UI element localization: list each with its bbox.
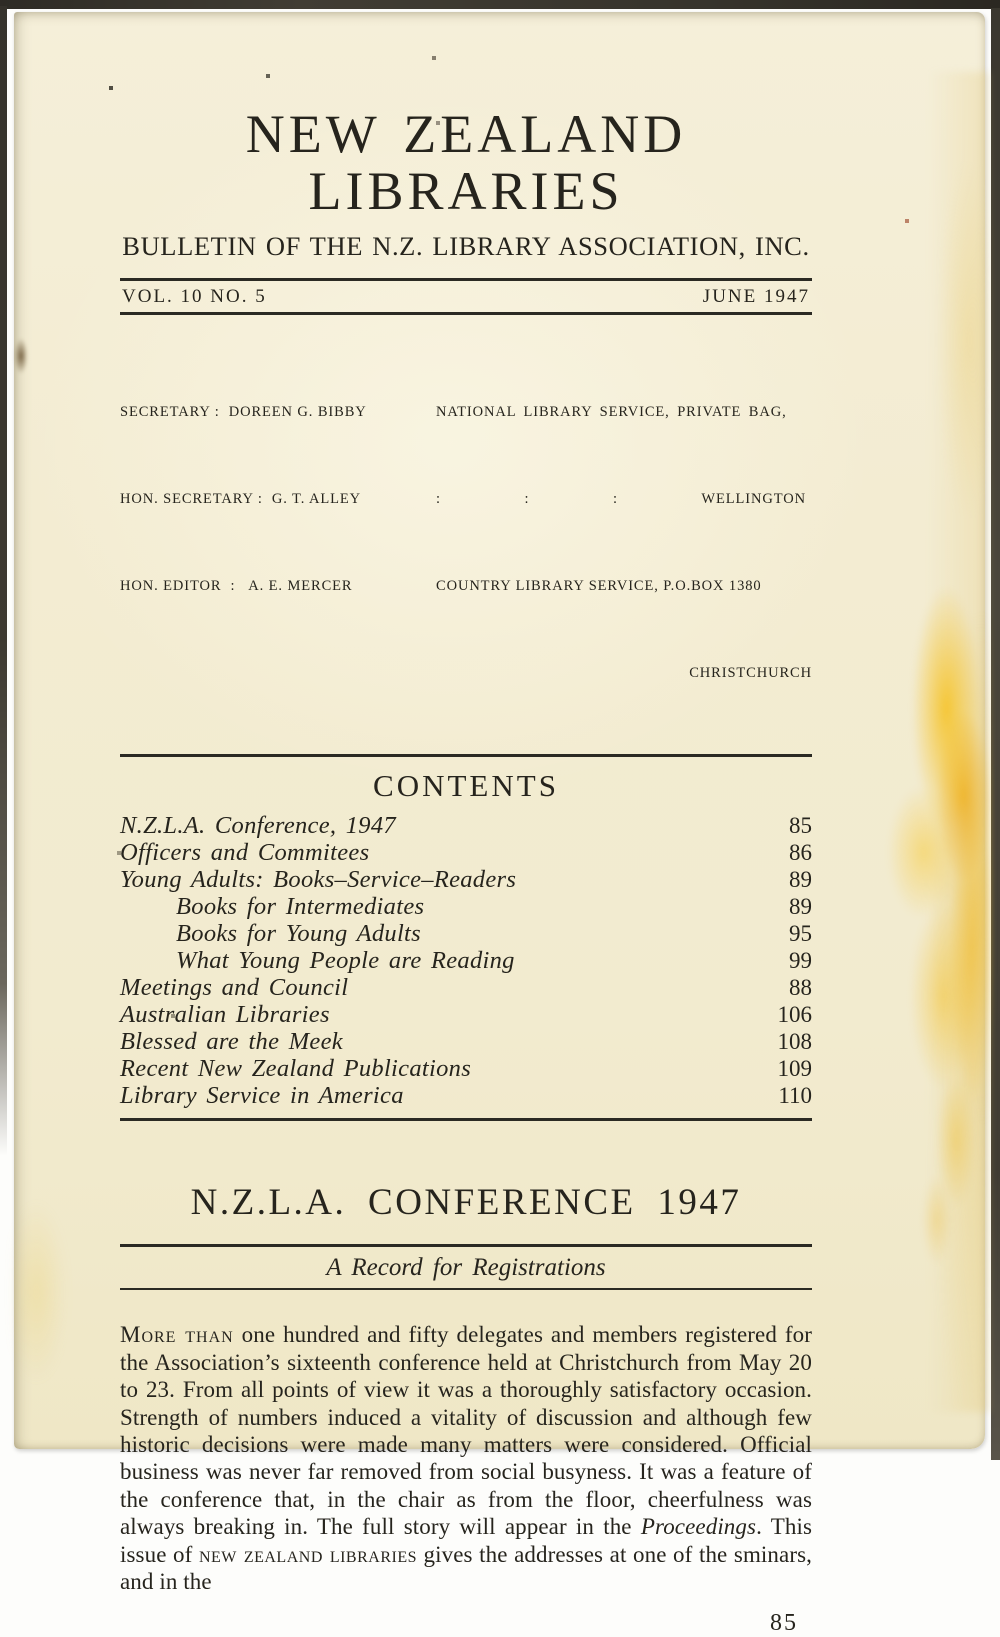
- toc-item-page: 89: [789, 893, 812, 919]
- officers-left-column: [120, 340, 420, 746]
- address-line: [436, 485, 812, 514]
- journal-subtitle: BULLETIN OF THE N.Z. LIBRARY ASSOCIATION, INC.: [122, 231, 810, 262]
- scan-frame-top-edge: [0, 0, 1000, 9]
- paragraph-text: gives the addresses at one of the sminars, and in the: [120, 1541, 812, 1595]
- address-line: NATIONAL LIBRARY SERVICE, PRIVATE BAG,: [436, 403, 787, 420]
- paper-stain-left-wash: [14, 1162, 104, 1422]
- horizontal-rule: [120, 312, 812, 315]
- toc-item-title: Australian Libraries: [120, 1000, 330, 1028]
- journal-page: [14, 12, 985, 1637]
- toc-row: [120, 812, 812, 839]
- paper-stain-left-blob: [10, 330, 32, 382]
- officer-line: HON. SECRETARY : G. T. ALLEY: [120, 490, 361, 507]
- paragraph-text: one hundred and fifty delegates and members registered for the Association’s sixteenth conference held at Christchurch from May 20 to 23. From all points of view it was a thoroughly satisfactory occasion. Strength of numbers induced a vitality of discussion and although few historic decisions were made many matters were considered. Official business was never far removed from social busyness. It was a feature of the conference that, in the chair as from the floor, cheerfulness was always breaking in. The full story will appear in the: [120, 1322, 813, 1540]
- scan-frame-left-edge: [0, 6, 7, 1156]
- toc-item-title: Officers and Commitees: [120, 838, 370, 866]
- toc-row: [120, 1055, 812, 1082]
- horizontal-rule: [120, 754, 812, 757]
- toc-item-page: 85: [789, 812, 812, 838]
- toc-item-title: Recent New Zealand Publications: [120, 1054, 472, 1082]
- paper-stain-right: [831, 532, 991, 1332]
- toc-row: [120, 1028, 812, 1055]
- toc-item-title: Books for Young Adults: [176, 919, 421, 947]
- toc-item-page: 95: [789, 920, 812, 946]
- scan-frame-right-edge: [991, 8, 1000, 1460]
- paper-stain-wash: [879, 72, 989, 1412]
- toc-row: [120, 920, 812, 947]
- journal-title: NEW ZEALAND LIBRARIES: [245, 104, 687, 221]
- toc-row: [120, 866, 812, 893]
- toc-item-page: 110: [778, 1082, 812, 1108]
- toc-item-page: 109: [777, 1055, 812, 1081]
- page-content: [120, 12, 812, 1637]
- issue-date: JUNE 1947: [702, 286, 810, 308]
- article-paragraph: [120, 1321, 812, 1595]
- address-city: CHRISTCHURCH: [689, 664, 812, 681]
- toc-item-title: Books for Intermediates: [176, 892, 425, 920]
- colon-separator: :: [524, 490, 530, 507]
- toc-item-title: Blessed are the Meek: [120, 1027, 343, 1055]
- toc-item-title: Young Adults: Books–Service–Readers: [120, 865, 517, 893]
- toc-item-page: 86: [789, 839, 812, 865]
- volume-number: VOL. 10 NO. 5: [122, 286, 267, 308]
- toc-item-title: N.Z.L.A. Conference, 1947: [120, 811, 396, 839]
- article-heading: N.Z.L.A. CONFERENCE 1947: [190, 1181, 742, 1223]
- officer-line: HON. EDITOR : A. E. MERCER: [120, 577, 353, 594]
- journal-name-smallcaps: new zealand libraries: [198, 1541, 417, 1567]
- toc-row: [120, 947, 812, 974]
- officers-right-column: [436, 340, 812, 746]
- toc-item-page: 108: [777, 1028, 812, 1054]
- toc-row: [120, 974, 812, 1001]
- officer-line: SECRETARY : DOREEN G. BIBBY: [120, 403, 367, 420]
- horizontal-rule: [120, 1118, 812, 1121]
- toc-item-title: What Young People are Reading: [176, 946, 515, 974]
- toc-row: [120, 893, 812, 920]
- toc-item-page: 88: [789, 974, 812, 1000]
- toc-item-page: 106: [777, 1001, 812, 1027]
- address-line: COUNTRY LIBRARY SERVICE, P.O.BOX 1380: [436, 577, 762, 594]
- toc-item-page: 89: [789, 866, 812, 892]
- officers-block: [120, 340, 812, 746]
- contents-list: [120, 812, 812, 1109]
- toc-item-page: 99: [789, 947, 812, 973]
- toc-row: [120, 1082, 812, 1109]
- page-number: 85: [770, 1610, 798, 1637]
- horizontal-rule: [120, 1288, 812, 1291]
- toc-row: [120, 1001, 812, 1028]
- toc-item-title: Meetings and Council: [120, 973, 349, 1001]
- colon-separator: :: [436, 490, 441, 507]
- toc-item-title: Library Service in America: [120, 1081, 404, 1109]
- paper-specks: [14, 12, 16, 14]
- colon-separator: :: [612, 490, 618, 507]
- address-city: WELLINGTON: [701, 490, 806, 507]
- paragraph-lead: More than: [120, 1322, 234, 1348]
- article-subheading: A Record for Registrations: [326, 1253, 606, 1281]
- volume-date-row: [120, 281, 812, 312]
- contents-heading: CONTENTS: [373, 767, 559, 803]
- proceedings-title: Proceedings: [640, 1514, 757, 1540]
- toc-row: [120, 839, 812, 866]
- paragraph-text: . This issue of: [120, 1514, 812, 1567]
